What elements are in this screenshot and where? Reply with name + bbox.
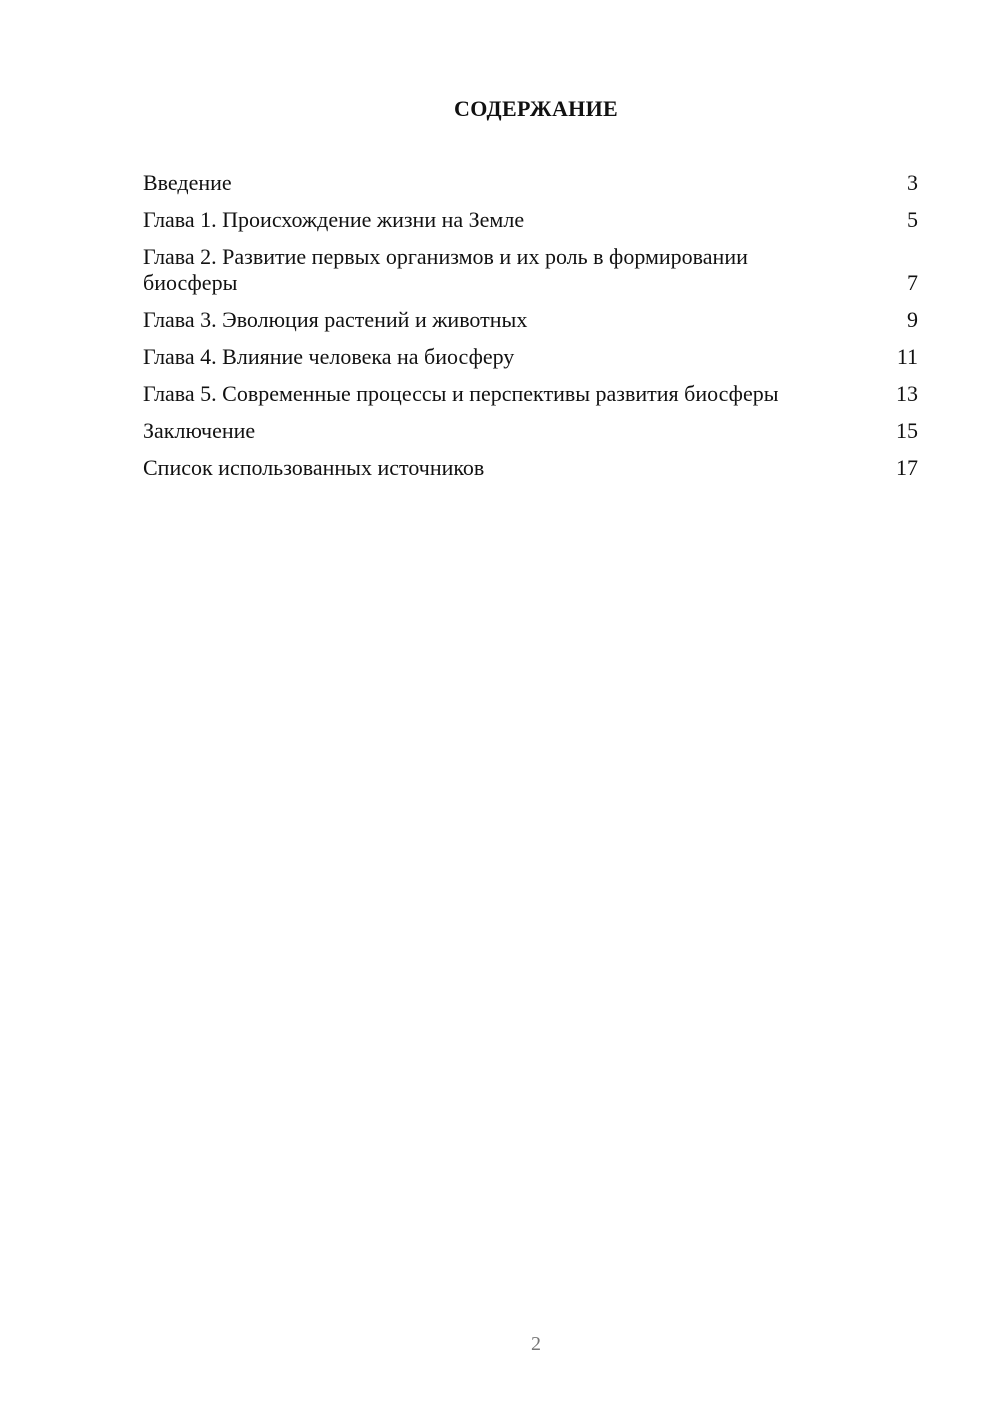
toc-entry-page: 13 bbox=[896, 381, 918, 406]
toc-entry-label: Заключение bbox=[143, 418, 256, 443]
toc-title: СОДЕРЖАНИЕ bbox=[454, 96, 618, 121]
toc-entry-references bbox=[143, 455, 918, 481]
toc-entry-label: Введение bbox=[143, 170, 232, 195]
toc-entry-page: 9 bbox=[907, 307, 918, 332]
table-of-contents bbox=[143, 170, 918, 492]
toc-entry-page: 3 bbox=[907, 170, 918, 195]
toc-entry-chapter-2 bbox=[143, 244, 918, 296]
toc-entry-label: Глава 5. Современные процессы и перспективы развития биосферы bbox=[143, 381, 779, 406]
toc-entry-conclusion bbox=[143, 418, 918, 444]
toc-entry-page: 11 bbox=[896, 344, 918, 369]
toc-entry-chapter-1 bbox=[143, 207, 918, 233]
toc-entry-label: Глава 2. Развитие первых организмов и их роль в формировании биосферы bbox=[143, 244, 748, 295]
page-number: 2 bbox=[531, 1333, 541, 1355]
toc-entry-label: Список использованных источников bbox=[143, 455, 485, 480]
toc-entry-label: Глава 4. Влияние человека на биосферу bbox=[143, 344, 515, 369]
toc-entry-page: 15 bbox=[896, 418, 918, 443]
toc-entry-page: 17 bbox=[896, 455, 918, 480]
toc-entry-label: Глава 1. Происхождение жизни на Земле bbox=[143, 207, 525, 232]
toc-entry-chapter-3 bbox=[143, 307, 918, 333]
toc-entry-introduction bbox=[143, 170, 918, 196]
toc-entry-label: Глава 3. Эволюция растений и животных bbox=[143, 307, 528, 332]
toc-entry-page: 7 bbox=[907, 270, 918, 295]
toc-entry-chapter-4 bbox=[143, 344, 918, 370]
toc-entry-chapter-5 bbox=[143, 381, 918, 407]
toc-entry-page: 5 bbox=[907, 207, 918, 232]
